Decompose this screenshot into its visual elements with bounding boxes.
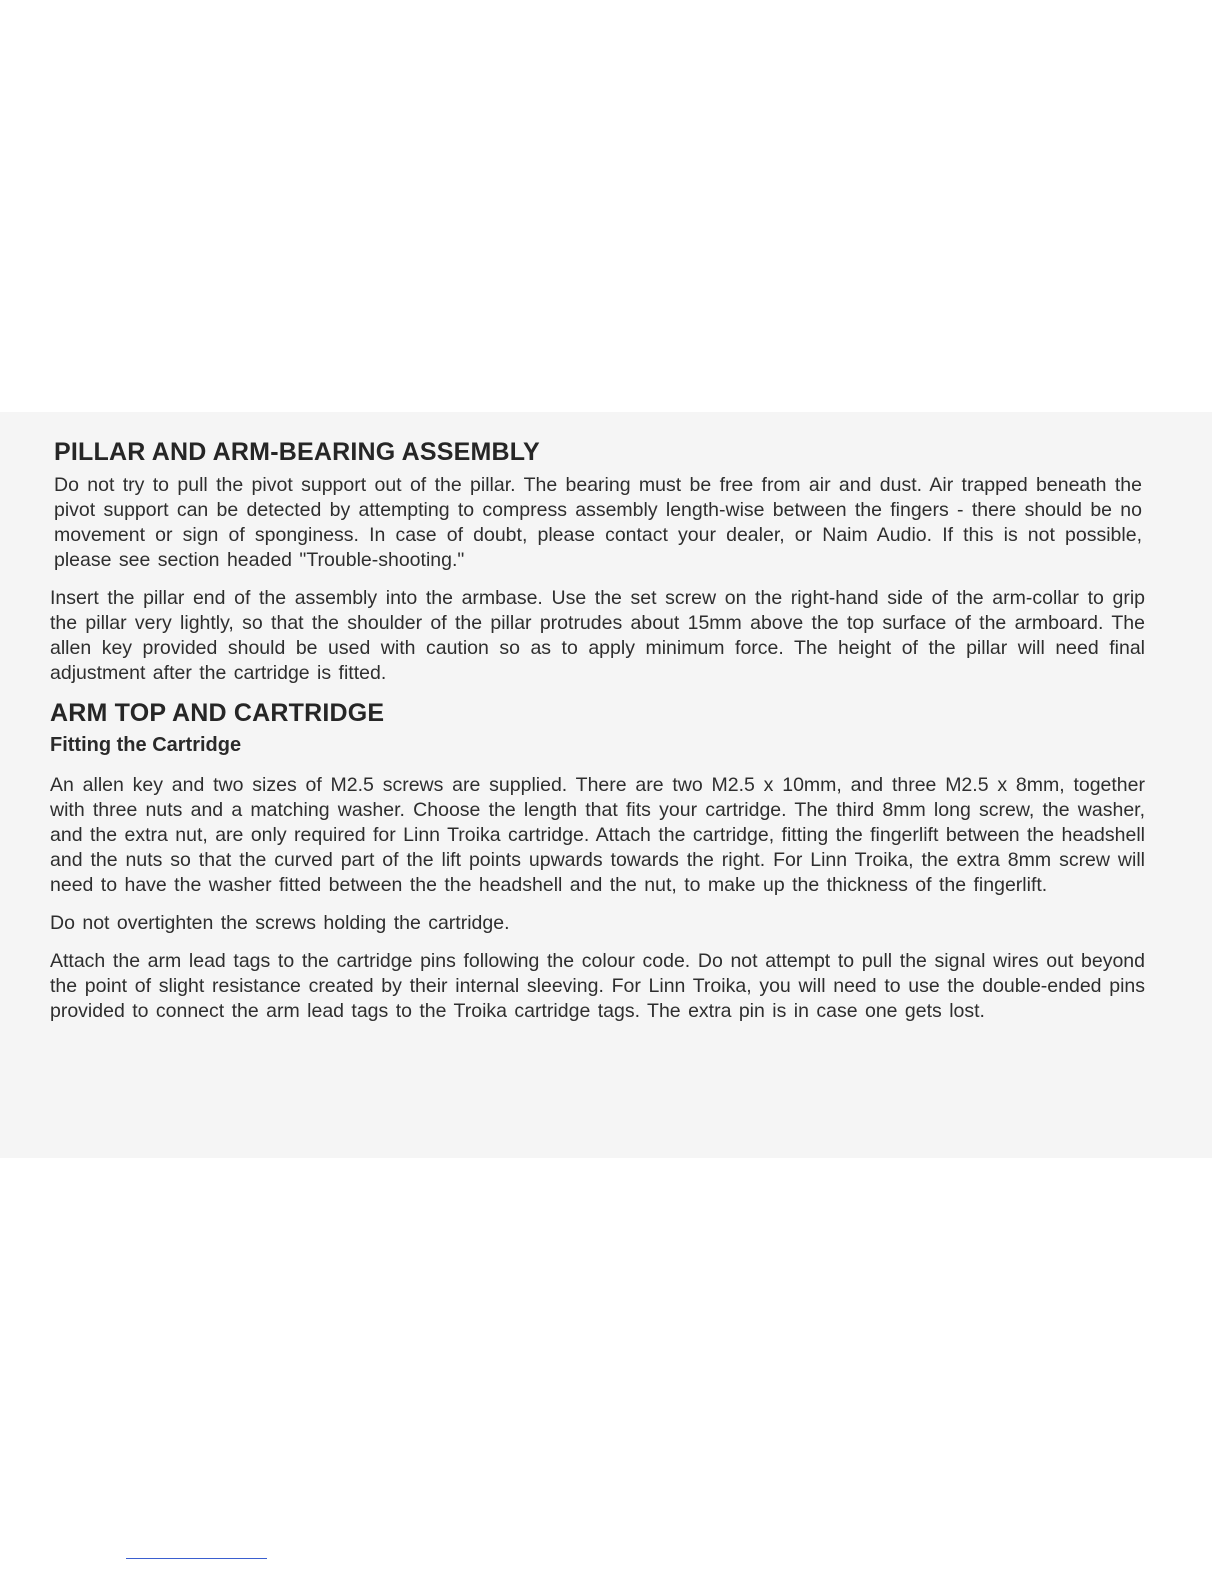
section-heading-pillar: PILLAR AND ARM-BEARING ASSEMBLY [54, 438, 540, 466]
paragraph-insert-pillar: Insert the pillar end of the assembly into the armbase. Use the set screw on the right-hand side of the arm-collar to grip the pillar very lightly, so that the shoulder of the pillar protrudes about 15mm above the top surface of the armboard. The allen key provided should be used with caution so as to apply minimum force. The height of the pillar will need final adjustment after the cartridge is fitted. [50, 587, 1145, 684]
paragraph-allen-key-screws: An allen key and two sizes of M2.5 screws are supplied. There are two M2.5 x 10mm, and three M2.5 x 8mm, together with three nuts and a matching washer. Choose the length that fits your cartridge. The third 8mm long screw, the washer, and the extra nut, are only required for Linn Troika cartridge. Attach the cartridge, fitting the fingerlift between the headshell and the nuts so that the curved part of the lift points upwards towards the right. For Linn Troika, the extra 8mm screw will need to have the washer fitted between the the headshell and the nut, to make up the thickness of the fingerlift. [50, 774, 1145, 896]
paragraph-arm-lead-tags: Attach the arm lead tags to the cartridge pins following the colour code. Do not attempt to pull the signal wires out beyond the point of slight resistance created by their internal sleeving. For Linn Troika, you will need to use the double-ended pins provided to connect the arm lead tags to the Troika cartridge tags. The extra pin is in case one gets lost. [50, 950, 1145, 1022]
footer-rule [126, 1558, 267, 1559]
section-heading-arm-top: ARM TOP AND CARTRIDGE [50, 699, 385, 727]
page-content [50, 438, 1145, 1037]
paragraph-pivot-support: Do not try to pull the pivot support out of the pillar. The bearing must be free from air and dust. Air trapped beneath the pivot support can be detected by attempting to compress assembly length-wise between the fingers - there should be no movement or sign of sponginess. In case of doubt, please contact your dealer, or Naim Audio. If this is not possible, please see section headed "Trouble-shooting." [54, 474, 1142, 571]
paragraph-overtighten: Do not overtighten the screws holding the cartridge. [50, 912, 510, 934]
subheading-fitting-cartridge: Fitting the Cartridge [50, 734, 242, 756]
